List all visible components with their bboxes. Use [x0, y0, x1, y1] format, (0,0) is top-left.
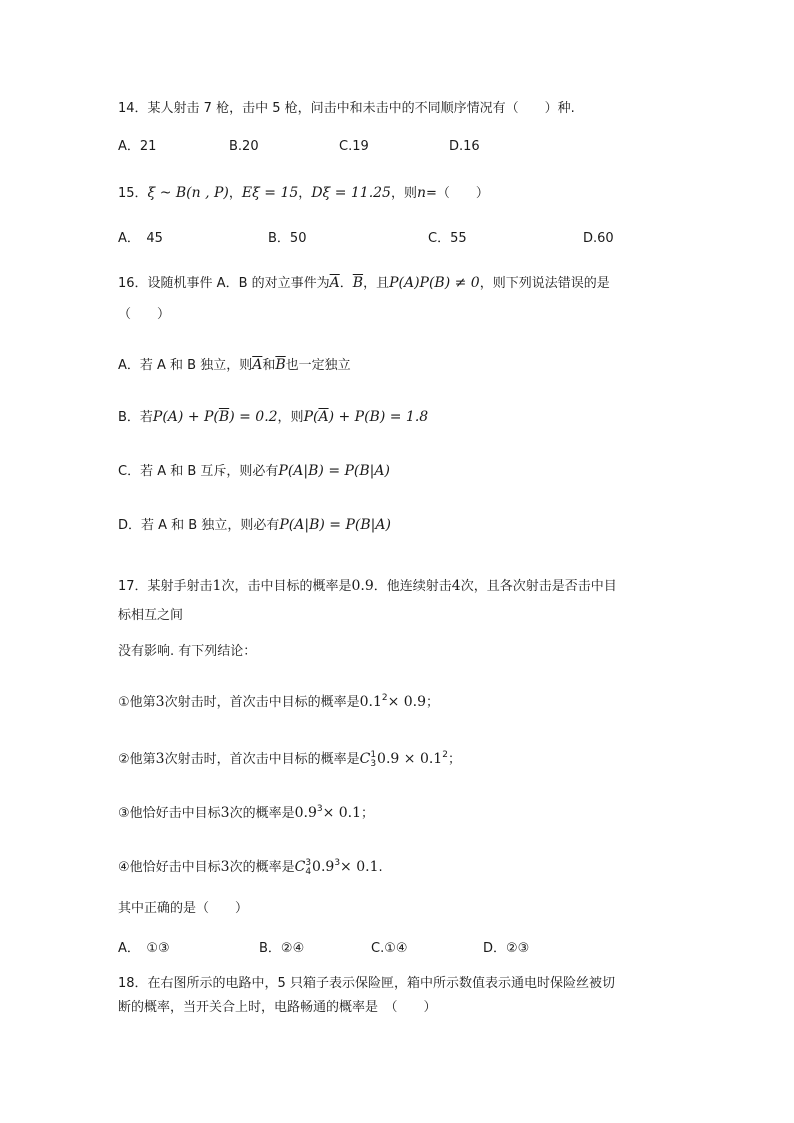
q16-b-bar: $\overline{B}$ — [352, 275, 364, 291]
q17-c2-three: 3 — [155, 751, 165, 767]
q14-option-b: B.20 — [229, 139, 259, 154]
q17-c1-base: 0.1 — [359, 694, 382, 710]
q17-c4-three: 3 — [220, 859, 230, 875]
q17-c1-rest: × 0.9 — [387, 694, 427, 710]
q17-c2-sub: 3 — [370, 758, 377, 769]
q16-option-c — [118, 462, 390, 481]
q17-stem-line1 — [118, 577, 617, 596]
q16-opt-a-and: 和 — [262, 358, 276, 373]
q14-option-d: D.16 — [449, 139, 480, 154]
q15-option-a: A． 45 — [118, 231, 163, 246]
q17-c1-end: ； — [426, 695, 440, 710]
q17-c3-b: 次的概率是 — [229, 806, 295, 821]
q16-dot: ． — [339, 276, 353, 291]
q15-stem — [118, 184, 489, 203]
q17-s3: ．他连续射击 — [373, 579, 452, 594]
q15-n-var: n — [416, 185, 427, 201]
q16-stem-c: ，则下列说法错误的是 — [479, 276, 610, 291]
q16-a-bar: $\overline{A}$ — [329, 275, 340, 291]
q17-c3-rest: × 0.1 — [322, 805, 362, 821]
q15-sep2: ， — [298, 186, 312, 201]
q17-c3-base: 0.9 — [294, 805, 317, 821]
q17-stem-line2: 标相互之间 — [118, 608, 184, 623]
q16-opt-c-formula: P(A|B) = P(B|A) — [278, 463, 390, 479]
q16-paren: （ ） — [118, 307, 171, 322]
q17-c2-exp: 2 — [442, 750, 448, 760]
q15-option-c: C．55 — [428, 231, 467, 246]
q16-opt-b-f1b: ) = 0.2 — [229, 409, 278, 425]
q14-option-a: A．21 — [118, 139, 157, 154]
q15-option-b: B．50 — [268, 231, 307, 246]
q16-stem-b: ，且 — [363, 276, 390, 291]
q17-conclusion-1 — [118, 693, 439, 713]
q15-sep1: ， — [228, 186, 242, 201]
q17-c3-exp: 3 — [316, 804, 323, 814]
q14-stem: 14．某人射击 7 枪，击中 5 枪，问击中和未击中的不同顺序情况有（ ）种. — [118, 101, 575, 116]
q17-c1-b: 次射击时，首次击中目标的概率是 — [164, 695, 360, 710]
q17-c2-C: C — [359, 751, 371, 767]
q16-opt-a-tail: 也一定独立 — [285, 358, 351, 373]
q16-opt-b-f2bar: $\overline{A}$ — [318, 409, 329, 425]
q17-four: 4 — [451, 578, 461, 594]
q17-s2: 次，击中目标的概率是 — [221, 579, 352, 594]
q17-c4-end: . — [378, 860, 383, 875]
q17-conclusion-3 — [118, 804, 374, 824]
q16-opt-a-text: A．若 A 和 B 独立，则 — [118, 358, 253, 373]
q16-stem-a: 16．设随机事件 A．B 的对立事件为 — [118, 276, 330, 291]
q17-c3-end: ； — [361, 806, 375, 821]
q17-conclusion-2 — [118, 750, 461, 770]
q17-option-a: A． ①③ — [118, 941, 170, 956]
q16-option-d — [118, 516, 391, 535]
q17-s4: 次，且各次射击是否击中目 — [460, 579, 617, 594]
q17-c4-base: 0.9 — [312, 859, 335, 875]
q16-option-b — [118, 408, 428, 427]
q17-c2-b: 次射击时，首次击中目标的概率是 — [164, 752, 360, 767]
q17-s1: 17．某射手射击 — [118, 579, 213, 594]
q16-opt-b-f1a: P(A) + P( — [152, 409, 219, 425]
q15-expectation: Eξ = 15 — [241, 185, 299, 201]
q17-c4-rest: × 0.1 — [340, 859, 379, 875]
q16-opt-b-f2b: ) + P(B) = 1.8 — [328, 409, 429, 425]
q17-c2-rest: 0.9 × 0.1 — [377, 751, 443, 767]
q15-option-d: D.60 — [583, 231, 614, 246]
q16-opt-b-f1bar: $\overline{B}$ — [218, 409, 230, 425]
q17-c1-three: 3 — [155, 694, 165, 710]
q16-stem — [118, 274, 610, 293]
q17-c3-a: ③他恰好击中目标 — [118, 806, 221, 821]
q17-one: 1 — [212, 578, 222, 594]
q17-c2-end: ； — [447, 752, 461, 767]
q15-distribution: ξ ~ B(n , P) — [147, 185, 229, 201]
q15-variance: Dξ = 11.25 — [311, 185, 391, 201]
q16-condition: P(A)P(B) ≠ 0 — [389, 275, 480, 291]
q16-opt-c-text: C．若 A 和 B 互斥，则必有 — [118, 464, 279, 479]
q17-p: 0.9 — [351, 578, 374, 594]
q17-c2-a: ②他第 — [118, 752, 156, 767]
q16-opt-d-formula: P(A|B) = P(B|A) — [279, 517, 391, 533]
q16-opt-b-f2a: P( — [303, 409, 319, 425]
q17-c3-three: 3 — [220, 805, 230, 821]
q18-stem-line2: 断的概率，当开关合上时，电路畅通的概率是 （ ） — [118, 1000, 437, 1015]
q14-option-c: C.19 — [339, 139, 369, 154]
q16-opt-d-text: D．若 A 和 B 独立，则必有 — [118, 518, 280, 533]
q15-number: 15． — [118, 186, 148, 201]
q17-c4-exp: 3 — [334, 858, 341, 868]
q16-opt-a-abar: $\overline{A}$ — [252, 357, 263, 373]
q16-option-a — [118, 356, 351, 375]
q17-c4-sup: 3 — [305, 857, 312, 868]
q17-which: 其中正确的是（ ） — [118, 901, 249, 916]
q15-tail: =（ ） — [426, 186, 489, 201]
q16-opt-a-bbar: $\overline{B}$ — [275, 357, 286, 373]
q17-c1-a: ①他第 — [118, 695, 156, 710]
q16-opt-b-then: ，则 — [277, 410, 304, 425]
q16-opt-b-text: B．若 — [118, 410, 153, 425]
q17-option-c: C.①④ — [371, 941, 408, 956]
q17-option-d: D．②③ — [483, 941, 530, 956]
q17-c2-sup: 1 — [370, 749, 377, 760]
q17-c4-a: ④他恰好击中目标 — [118, 860, 221, 875]
q17-c4-b: 次的概率是 — [229, 860, 295, 875]
q18-stem-line1: 18．在右图所示的电路中，5 只箱子表示保险匣，箱中所示数值表示通电时保险丝被切 — [118, 976, 615, 991]
q17-stem-line3: 没有影响. 有下列结论： — [118, 644, 257, 659]
q15-then: ，则 — [390, 186, 417, 201]
q17-c4-C: C — [294, 859, 306, 875]
q17-option-b: B．②④ — [259, 941, 305, 956]
q17-conclusion-4 — [118, 858, 383, 878]
q17-c4-sub: 4 — [305, 866, 312, 877]
q17-c1-exp: 2 — [381, 693, 388, 703]
